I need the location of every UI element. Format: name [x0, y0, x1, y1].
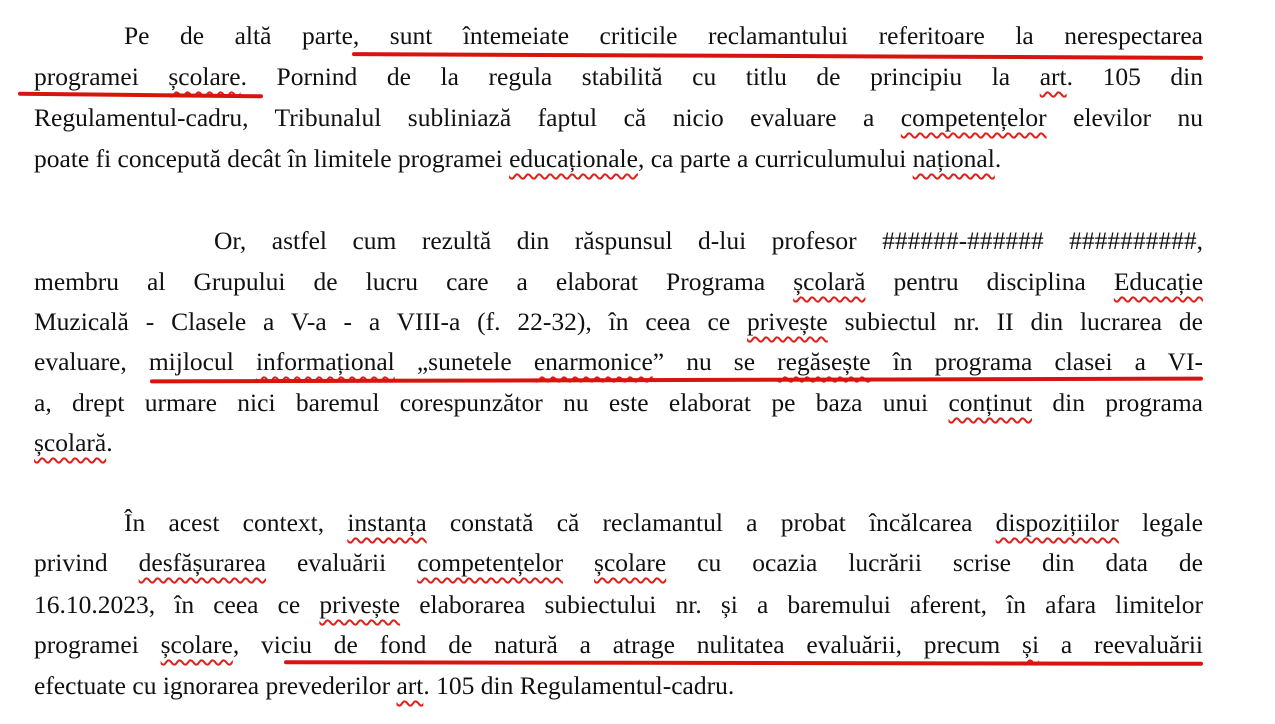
text-line [34, 346, 1203, 380]
text-segment: „sunetele [394, 347, 534, 376]
text-segment: privind [34, 548, 139, 577]
spellcheck-flagged-word: art [396, 671, 424, 700]
text-segment: pentru disciplina [865, 267, 1114, 296]
text-segment: Regulamentul-cadru, Tribunalul subliniază faptul că nicio evaluare a [34, 103, 901, 132]
spellcheck-flagged-word: școlare [168, 62, 241, 91]
spellcheck-flagged-word: competențelor [417, 548, 564, 577]
text-segment: legale [1118, 508, 1203, 537]
spellcheck-flagged-word: școlare [594, 548, 667, 577]
text-line [34, 670, 1203, 704]
text-segment: 16.10.2023, în ceea ce [34, 590, 320, 619]
spellcheck-flagged-word: regăsește [777, 347, 871, 376]
spellcheck-flagged-word: conținut [948, 388, 1033, 417]
text-segment: în programa clasei a VI- [870, 347, 1203, 376]
text-line [34, 589, 1203, 623]
text-segment: Pe de altă parte, sunt întemeiate criticile reclamantului referitoare la nerespectarea [124, 21, 1203, 50]
text-segment: . Pornind de la regula stabilită cu titlu de principiu la [240, 62, 1040, 91]
text-line [34, 547, 1203, 581]
text-line [34, 629, 1203, 663]
text-line [34, 306, 1203, 340]
text-line [34, 61, 1203, 95]
spellcheck-flagged-word: art [1039, 62, 1067, 91]
text-segment: evaluării [266, 548, 418, 577]
text-segment: În acest context, [124, 508, 348, 537]
spellcheck-flagged-word: enarmonice [533, 347, 653, 376]
text-segment: a reevaluării [1039, 630, 1203, 659]
text-segment: efectuate cu ignorarea prevederilor [34, 671, 397, 700]
text-segment: , ca parte a curriculumului [637, 144, 913, 173]
text-segment: . [106, 428, 113, 457]
spellcheck-flagged-word: școlare [160, 630, 233, 659]
text-segment: Or, astfel cum rezultă din răspunsul d-lui profesor ######-###### ##########, [214, 226, 1203, 255]
text-line [34, 143, 1203, 177]
text-segment: . 105 din Regulamentul-cadru. [423, 671, 735, 700]
spellcheck-flagged-word: instanța [347, 508, 427, 537]
spellcheck-flagged-word: școlară [34, 428, 107, 457]
spellcheck-flagged-word: competențelor [900, 103, 1047, 132]
text-line [124, 20, 1203, 54]
text-segment: Muzicală - Clasele a V-a - a VIII-a (f. 22-32), în ceea ce [34, 307, 748, 336]
text-segment: cu ocazia lucrării scrise din data de [666, 548, 1204, 577]
text-line [34, 266, 1203, 300]
text-segment: subiectul nr. II din lucrarea de [827, 307, 1203, 336]
text-segment: din programa [1032, 388, 1203, 417]
spellcheck-flagged-word: Educație [1113, 267, 1204, 296]
text-segment: programei [34, 62, 169, 91]
text-segment: ” nu se [652, 347, 778, 376]
spellcheck-flagged-word: privește [319, 590, 401, 619]
text-segment: membru al Grupului de lucru care a elaborat Programa [34, 267, 794, 296]
text-segment: evaluare, mijlocul [34, 347, 256, 376]
text-segment: poate fi concepută decât în limitele programei [34, 144, 510, 173]
spellcheck-flagged-word: național [912, 144, 995, 173]
text-line [124, 507, 1203, 541]
text-line [34, 427, 1203, 461]
text-segment: , viciu de fond de natură a atrage nulitatea evaluării, precum [232, 630, 1023, 659]
text-segment [563, 548, 594, 577]
spellcheck-flagged-word: școlară [793, 267, 866, 296]
text-segment: a, drept urmare nici baremul corespunzător nu este elaborat pe baza unui [34, 388, 949, 417]
spellcheck-flagged-word: educaționale [509, 144, 638, 173]
text-segment: programei [34, 630, 161, 659]
text-line [34, 102, 1203, 136]
red-underline-mark [284, 660, 1203, 666]
spellcheck-flagged-word: dispozițiilor [995, 508, 1119, 537]
text-segment: constată că reclamantul a probat încălcarea [426, 508, 996, 537]
text-line [214, 225, 1203, 259]
spellcheck-flagged-word: și [1022, 630, 1040, 659]
spellcheck-flagged-word: privește [747, 307, 828, 336]
text-segment: elevilor nu [1046, 103, 1203, 132]
text-segment: elaborarea subiectului nr. și a baremului aferent, în afara limitelor [400, 590, 1204, 619]
text-segment: . 105 din [1066, 62, 1203, 91]
text-line [34, 387, 1203, 421]
spellcheck-flagged-word: informațional [255, 347, 395, 376]
spellcheck-flagged-word: desfășurarea [138, 548, 267, 577]
text-segment: . [994, 144, 1002, 173]
